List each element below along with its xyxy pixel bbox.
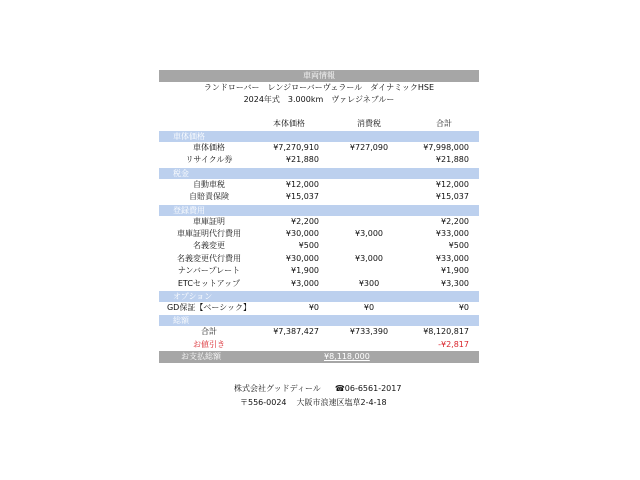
row-total: ¥500	[448, 241, 469, 251]
row-body-price: ¥21,880	[285, 155, 319, 165]
column-tax: 消費税	[357, 119, 381, 128]
row-body-price: ¥30,000	[285, 228, 319, 238]
discount-label: お値引き	[193, 339, 225, 349]
vehicle-spec: 2024年式 3.000km ヴァレジネブルー	[243, 95, 395, 104]
row-body-price: ¥7,270,910	[273, 143, 319, 152]
table-row	[159, 265, 479, 277]
column-headers	[159, 118, 479, 130]
row-tax: ¥0	[363, 302, 375, 312]
table-row	[159, 240, 479, 252]
postal-code: 〒556-0024	[240, 398, 287, 407]
row-body-price: ¥500	[298, 241, 319, 251]
row-total: ¥15,037	[435, 192, 469, 202]
row-label: 名義変更	[193, 241, 225, 251]
payment-total-label: お支払総額	[181, 352, 221, 362]
row-body-price: ¥2,200	[291, 216, 319, 226]
row-tax: ¥3,000	[355, 253, 383, 263]
row-tax: ¥733,390	[349, 327, 389, 337]
footer-line-1	[234, 382, 401, 396]
row-label: リサイクル券	[185, 155, 233, 165]
row-label: 車体価格	[193, 143, 225, 152]
estimate-sheet	[159, 70, 479, 363]
table-row	[159, 154, 479, 166]
row-label: 自賠責保険	[189, 192, 229, 202]
row-label: 車庫証明代行費用	[177, 228, 241, 238]
row-body-price: ¥0	[308, 302, 319, 312]
row-total: ¥8,120,817	[423, 327, 469, 337]
section-summary: 総額	[159, 315, 479, 326]
table-row	[159, 191, 479, 203]
footer-line-2	[240, 396, 387, 410]
row-tax: ¥3,000	[355, 228, 383, 238]
row-label: GD保証【ベーシック】	[166, 302, 252, 312]
row-total: ¥21,880	[435, 155, 469, 165]
table-row	[159, 278, 479, 290]
section-taxes: 税金	[159, 168, 479, 179]
vehicle-model: ランドローバー レンジローバーヴェラール ダイナミックHSE	[203, 83, 435, 92]
summary-total-row	[159, 326, 479, 338]
discount-amount: -¥2,817	[438, 339, 469, 349]
row-tax: ¥727,090	[349, 143, 389, 152]
company-phone: ☎06-6561-2017	[334, 384, 402, 393]
table-row	[159, 142, 479, 154]
row-total: ¥33,000	[435, 253, 469, 263]
row-total: ¥1,900	[441, 266, 469, 276]
row-total: ¥7,998,000	[423, 143, 469, 152]
row-tax: ¥300	[358, 278, 380, 288]
row-label: 自動車税	[193, 179, 225, 189]
row-label: 名義変更代行費用	[177, 253, 241, 263]
section-vehicle-price: 車体価格	[159, 131, 479, 142]
row-body-price: ¥15,037	[285, 192, 319, 202]
table-row	[159, 228, 479, 240]
row-body-price: ¥12,000	[285, 179, 319, 189]
column-body-price: 本体価格	[273, 119, 305, 128]
row-total: ¥3,300	[441, 278, 469, 288]
row-body-price: ¥30,000	[285, 253, 319, 263]
vehicle-info-title: 車両情報	[159, 70, 479, 82]
table-row	[159, 302, 479, 314]
row-label: 車庫証明	[193, 216, 225, 226]
table-row	[159, 179, 479, 191]
section-registration: 登録費用	[159, 205, 479, 216]
row-body-price: ¥1,900	[291, 266, 319, 276]
row-total: ¥2,200	[441, 216, 469, 226]
table-row	[159, 216, 479, 228]
row-total: ¥0	[458, 302, 469, 312]
row-label: 合計	[201, 327, 217, 337]
payment-total-value: ¥8,118,000	[324, 352, 370, 362]
row-label: ナンバープレート	[177, 266, 241, 276]
column-total: 合計	[436, 119, 452, 128]
table-row	[159, 253, 479, 265]
section-options: オプション	[159, 291, 479, 302]
row-body-price: ¥7,387,427	[273, 327, 319, 337]
company-name: 株式会社グッドディール	[234, 384, 321, 393]
row-body-price: ¥3,000	[291, 278, 319, 288]
payment-total-bar	[159, 351, 479, 363]
row-total: ¥33,000	[435, 228, 469, 238]
row-total: ¥12,000	[435, 179, 469, 189]
row-label: ETCセットアップ	[177, 278, 241, 288]
discount-row	[159, 339, 479, 351]
company-address: 大阪市浪速区塩草2-4-18	[296, 398, 387, 407]
